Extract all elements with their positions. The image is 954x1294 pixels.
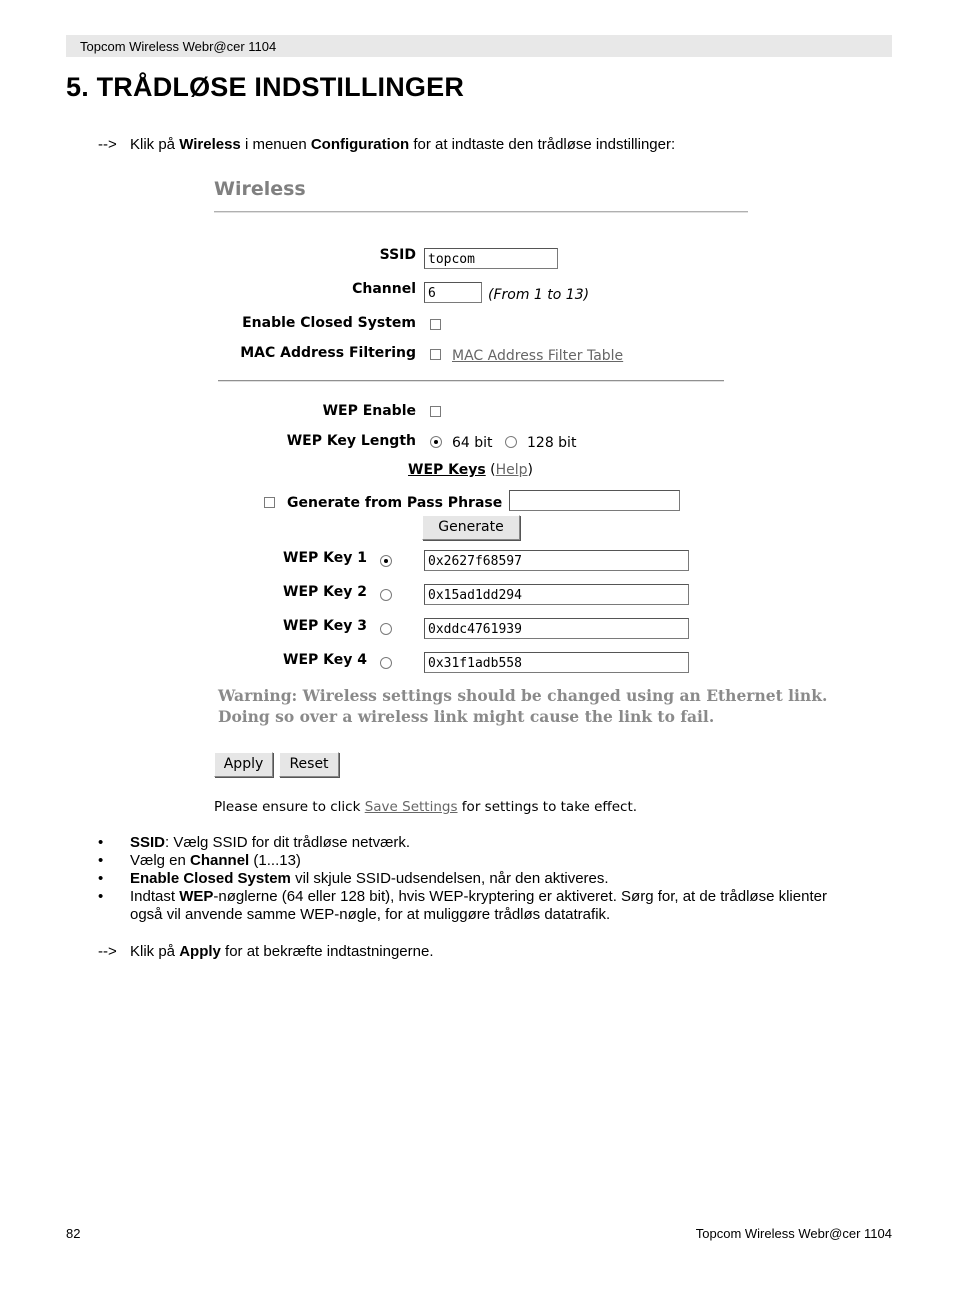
- channel-label: Channel: [352, 281, 416, 297]
- wep-enable-checkbox[interactable]: [430, 406, 441, 417]
- wep-key-4-label: WEP Key 4: [283, 652, 367, 668]
- channel-hint: (From 1 to 13): [488, 287, 590, 303]
- mac-filtering-label: MAC Address Filtering: [240, 345, 416, 361]
- wep-key-2-label: WEP Key 2: [283, 584, 367, 600]
- wep-key-3-input[interactable]: 0xddc4761939: [424, 618, 689, 639]
- passphrase-checkbox[interactable]: [264, 497, 275, 508]
- wep-keys-heading: WEP Keys (Help): [408, 462, 534, 478]
- intro-text: Klik på Wireless i menuen Configuration for at indtaste den trådløse indstillinger:: [130, 136, 676, 153]
- outro-arrow: -->: [98, 943, 117, 960]
- wep-key-4-input[interactable]: 0x31f1adb558: [424, 652, 689, 673]
- warning-line-2: Doing so over a wireless link might cause the link to fail.: [218, 707, 715, 726]
- bullet-wep-line-2: også vil anvende samme WEP-nøgle, for at muliggøre trådløs datatrafik.: [130, 906, 611, 923]
- wep-key-1-radio[interactable]: [380, 555, 392, 567]
- bullet-closed-system: Enable Closed System vil skjule SSID-udsendelsen, når den aktiveres.: [130, 870, 609, 887]
- wep-enable-label: WEP Enable: [322, 403, 416, 419]
- length-64-radio[interactable]: [430, 436, 442, 448]
- bullet-symbol: •: [98, 834, 104, 851]
- intro-wireless: Wireless: [179, 136, 241, 153]
- apply-button[interactable]: Apply: [214, 752, 273, 777]
- wep-key-length-label: WEP Key Length: [286, 433, 416, 449]
- bullet-symbol: •: [98, 870, 104, 887]
- wep-key-2-radio[interactable]: [380, 589, 392, 601]
- ssid-label: SSID: [379, 247, 416, 263]
- reset-button[interactable]: Reset: [279, 752, 339, 777]
- wep-key-1-label: WEP Key 1: [283, 550, 367, 566]
- length-128-radio[interactable]: [505, 436, 517, 448]
- bullet-ssid: SSID: Vælg SSID for dit trådløse netværk.: [130, 834, 411, 851]
- mac-filter-table-link[interactable]: MAC Address Filter Table: [452, 348, 624, 364]
- running-footer: Topcom Wireless Webr@cer 1104: [695, 1226, 892, 1241]
- length-64-label: 64 bit: [452, 435, 493, 451]
- bullet-wep: Indtast WEP-nøglerne (64 eller 128 bit), hvis WEP-kryptering er aktiveret. Sørg for, at de trådløse klienter: [130, 888, 827, 905]
- wep-key-3-label: WEP Key 3: [283, 618, 367, 634]
- length-128-label: 128 bit: [527, 435, 577, 451]
- running-header: [66, 35, 892, 57]
- generate-button[interactable]: Generate: [422, 515, 520, 540]
- divider: [218, 380, 724, 382]
- wep-key-4-radio[interactable]: [380, 657, 392, 669]
- passphrase-label: Generate from Pass Phrase: [287, 495, 503, 511]
- intro-arrow: -->: [98, 136, 117, 153]
- divider: [214, 211, 748, 213]
- closed-system-label: Enable Closed System: [242, 315, 416, 331]
- page-title: 5. TRÅDLØSE INDSTILLINGER: [66, 72, 465, 102]
- passphrase-input[interactable]: [509, 490, 680, 511]
- outro-text: Klik på Apply for at bekræfte indtastningerne.: [130, 943, 434, 960]
- bullet-symbol: •: [98, 852, 104, 869]
- mac-filtering-checkbox[interactable]: [430, 349, 441, 360]
- channel-input[interactable]: 6: [424, 282, 482, 303]
- wireless-title: Wireless: [214, 178, 306, 200]
- help-link[interactable]: Help: [495, 462, 528, 478]
- bullet-channel: Vælg en Channel (1...13): [130, 852, 301, 869]
- bullet-symbol: •: [98, 888, 104, 905]
- wep-keys-label: WEP Keys: [408, 462, 486, 478]
- save-settings-link[interactable]: Save Settings: [364, 799, 458, 815]
- wep-key-3-radio[interactable]: [380, 623, 392, 635]
- running-header-text: Topcom Wireless Webr@cer 1104: [80, 39, 277, 54]
- wep-key-1-input[interactable]: 0x2627f68597: [424, 550, 689, 571]
- ssid-input[interactable]: topcom: [424, 248, 558, 269]
- closed-system-checkbox[interactable]: [430, 319, 441, 330]
- page-number: 82: [66, 1226, 81, 1241]
- intro-configuration: Configuration: [310, 136, 410, 153]
- save-notice: Please ensure to click Save Settings for settings to take effect.: [214, 799, 638, 815]
- wep-key-2-input[interactable]: 0x15ad1dd294: [424, 584, 689, 605]
- warning-line-1: Warning: Wireless settings should be changed using an Ethernet link.: [218, 686, 828, 705]
